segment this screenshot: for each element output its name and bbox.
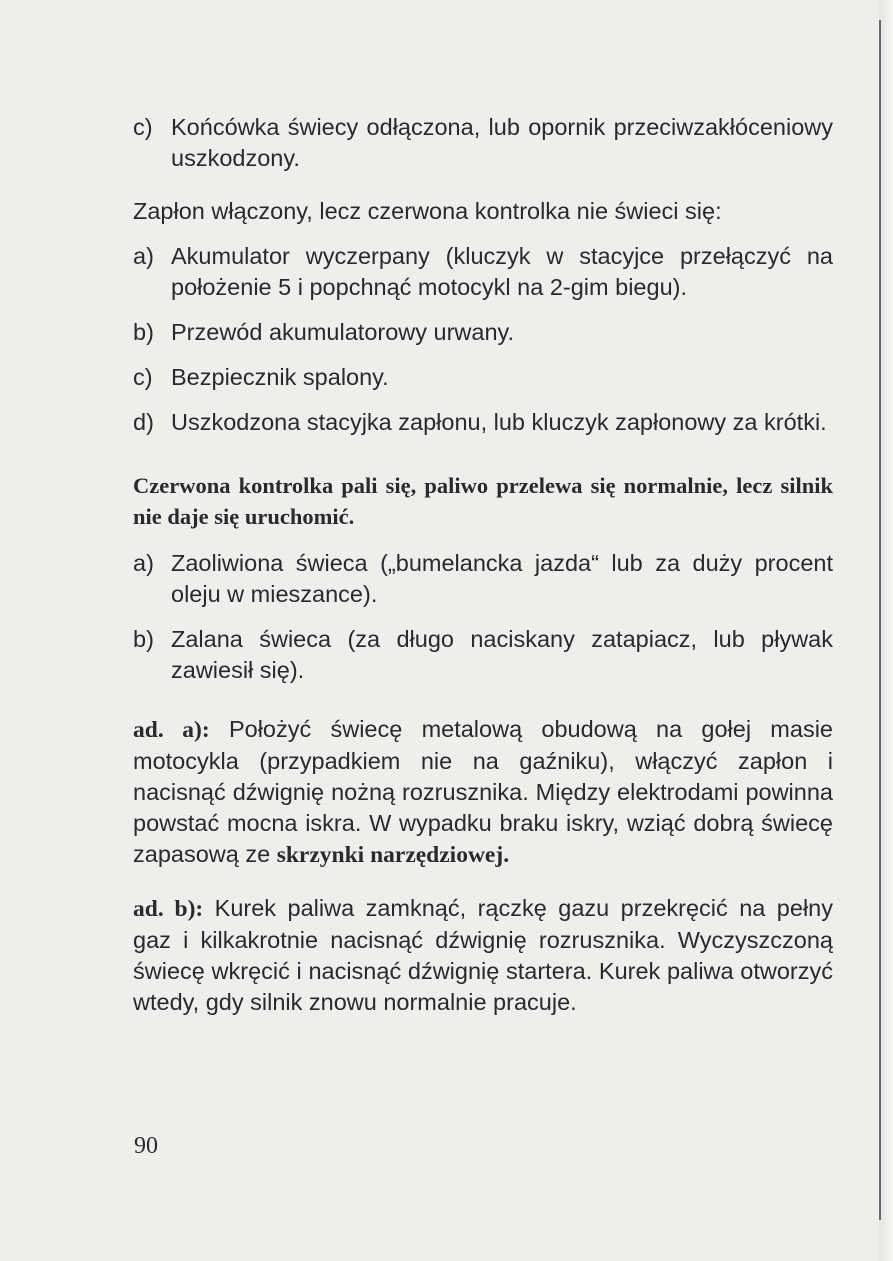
- list-item: [133, 548, 833, 610]
- section-heading: Czerwona kontrolka pali się, paliwo przelewa się normalnie, lecz silnik nie daje się uruchomić.: [133, 473, 833, 529]
- list-item: [133, 624, 833, 686]
- item-text: Bezpiecznik spalony.: [171, 364, 389, 390]
- paragraph-ad-a: [133, 714, 833, 871]
- ad-b-text: Kurek paliwa zamknąć, rączkę gazu przekręcić na pełny gaz i kilkakrotnie nacisnąć dźwignię rozrusznika. Wyczyszczoną świecę wkręcić i nacisnąć dźwignię startera. Kurek paliwa otworzyć wtedy, gdy silnik znowu normalnie pracuje.: [133, 895, 833, 1015]
- item-text: Końcówka świecy odłączona, lub opornik przeciwzakłóceniowy uszkodzony.: [171, 114, 833, 171]
- item-text: Uszkodzona stacyjka zapłonu, lub kluczyk zapłonowy za krótki.: [171, 409, 827, 435]
- ad-a-text: Położyć świecę metalową obudową na gołej masie motocykla (przypadkiem nie na gaźniku), włączyć zapłon i nacisnąć dźwignię nożną rozrusznika. Między elektrodami powinna powstać mocna iskra. W wypadku braku iskry, wziąć dobrą świecę zapasową ze: [133, 716, 833, 867]
- item-label: c): [133, 114, 153, 140]
- paragraph-ignition-on: Zapłon włączony, lecz czerwona kontrolka nie świeci się:: [133, 198, 722, 224]
- ad-a-label: ad. a):: [133, 717, 210, 743]
- item-label: b): [133, 319, 154, 345]
- page-content: [133, 112, 833, 1018]
- ad-a-bold: skrzynki narzędziowej.: [276, 842, 510, 868]
- item-text: Zaoliwiona świeca („bumelancka jazda“ lub za duży procent oleju w mieszance).: [171, 550, 833, 607]
- item-label: d): [133, 409, 154, 435]
- list-item: [133, 317, 833, 348]
- list-item: [133, 407, 833, 438]
- list-item: [133, 362, 833, 393]
- list-no-light: [133, 241, 833, 438]
- list-item: [133, 241, 833, 303]
- list-plug: [133, 548, 833, 686]
- page-number: 90: [134, 1133, 158, 1159]
- list-item: [133, 112, 833, 174]
- item-text: Przewód akumulatorowy urwany.: [171, 319, 515, 345]
- page-edge: [879, 0, 893, 1261]
- item-text: Akumulator wyczerpany (kluczyk w stacyjce przełączyć na położenie 5 i popchnąć motocykl na 2-gim biegu).: [171, 243, 833, 300]
- paragraph-ad-b: [133, 893, 833, 1018]
- item-text: Zalana świeca (za długo naciskany zatapiacz, lub pływak zawiesił się).: [171, 626, 833, 683]
- item-label: b): [133, 626, 154, 652]
- item-label: a): [133, 243, 154, 269]
- page-fold-line: [879, 20, 881, 1220]
- ad-b-label: ad. b):: [133, 896, 204, 922]
- item-label: a): [133, 550, 154, 576]
- item-label: c): [133, 364, 153, 390]
